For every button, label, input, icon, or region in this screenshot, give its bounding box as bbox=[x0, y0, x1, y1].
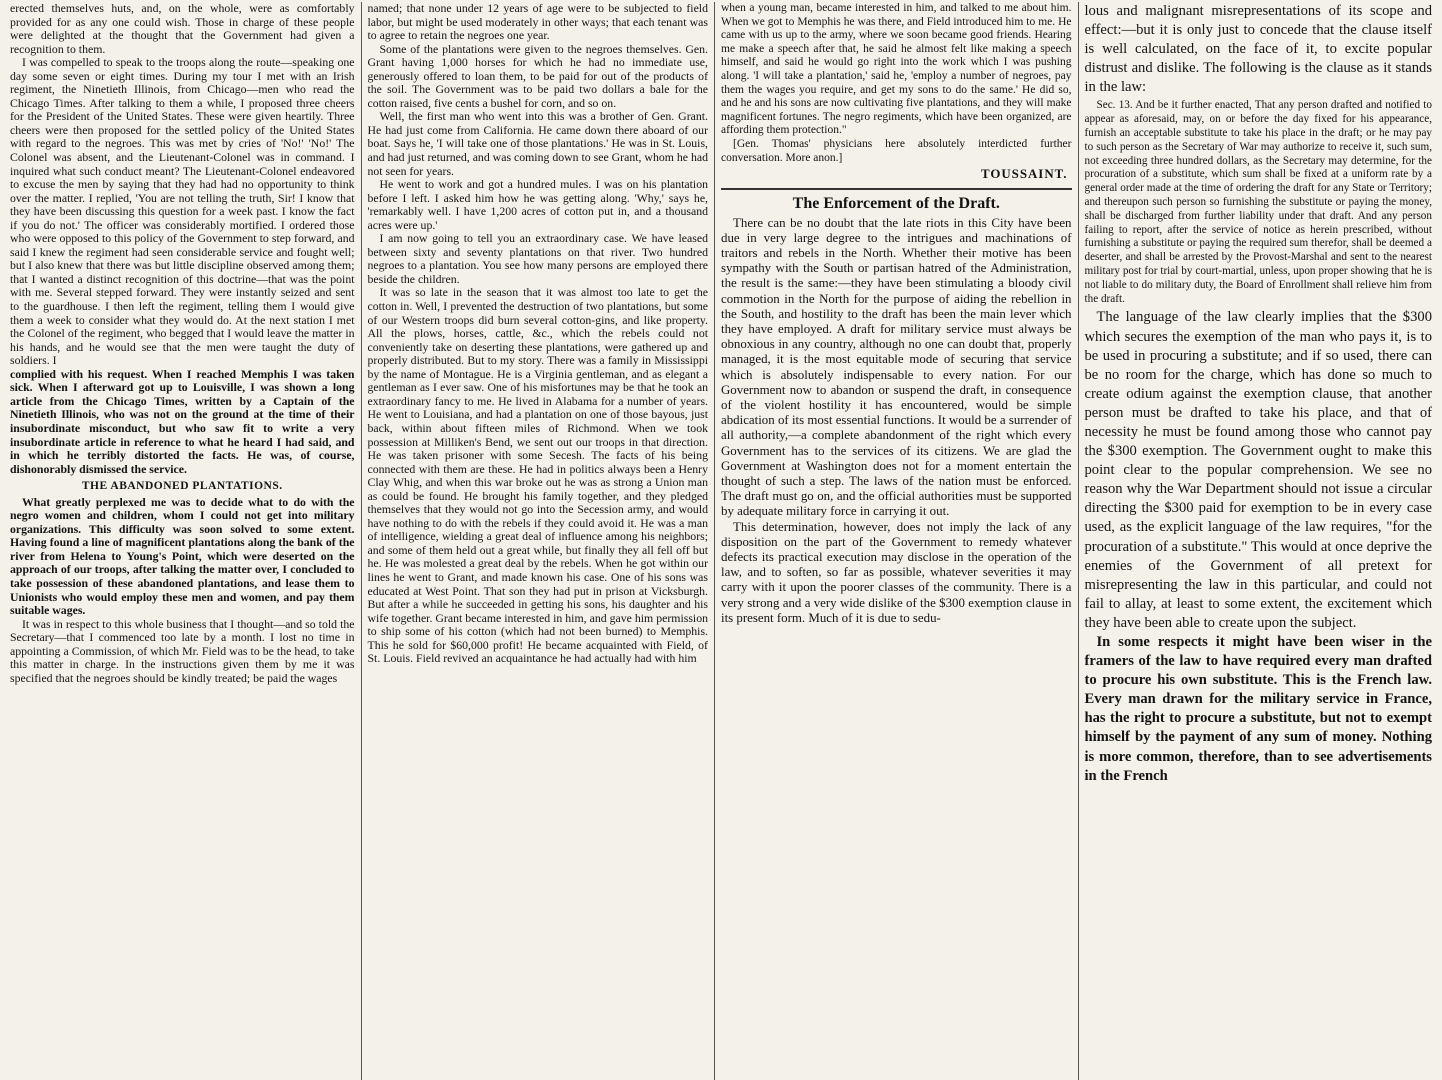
column-1 bbox=[4, 2, 362, 1080]
paragraph-bold: What greatly perplexed me was to decide what to do with the negro women and children, whom I could not get into military organizations. This difficulty was soon solved to some extent. Having found a line of magnificent plantations along the bank of the river from Helena to Young's Point, which were deserted on the approach of our troops, after talking the matter over, I concluded to take possession of these abandoned plantations, and lease them to Unionists who would employ these men and women, and pay them suitable wages. bbox=[10, 494, 355, 618]
column-2 bbox=[362, 2, 716, 1080]
paragraph: lous and malignant misrepresentations of its scope and effect:—but it is only just to concede that the clause itself is well calculated, on the face of it, to excite popular distrust and dislike. The following is the clause as it stands in the law: bbox=[1084, 3, 1432, 96]
bracket-note: [Gen. Thomas' physicians here absolutely interdicted further conversation. More anon.] bbox=[721, 137, 1072, 164]
subheading-abandoned-plantations: THE ABANDONED PLANTATIONS. bbox=[81, 480, 283, 493]
paragraph: It was in respect to this whole business that I thought—and so told the Secretary—that I commenced too late by a month. I lost no time in appointing a Commission, of which Mr. Field was to be the head, to take this matter in charge. In the instructions given them by me it was specified that the negroes should be kindly treated; be paid the wages bbox=[10, 616, 355, 685]
signature: TOUSSAINT. bbox=[980, 167, 1068, 182]
paragraph: He went to work and got a hundred mules. I was on his plantation before I left. I asked him how he was getting along. 'Why,' says he, 'remarkably well. I have 1,200 acres of cotton put in, and a thousand acres were up.' bbox=[367, 177, 708, 232]
paragraph: There can be no doubt that the late riots in this City have been due in very large degree to the intrigues and machinations of traitors and rebels in the North. Whether their motive has been sympathy with the South or partisan hatred of the Administration, the result is the same:—they have been stimulating a bloody civil commotion in the North for the purpose of aiding the rebellion in the South, and hostility to the draft has been the main lever which they have employed. A draft for military service must always be obnoxious in any country, although no one can doubt that, properly managed, it is the most equitable mode of securing that service which is absolutely indispensable to every nation. For our Government now to abandon or suspend the draft, in consequence of the violent hostility it has encountered, would be simple abdication of its most essential functions. It would be a surrender of all authority,—a complete abandonment of the right which every Government has to the services of its citizens. We are glad the Government at Washington does not for a moment entertain the thought of such a step. The laws of the nation must be enforced. The draft must go on, and the official authorities must be supported by adequate military force in carrying it out. bbox=[721, 215, 1072, 519]
column-4 bbox=[1079, 2, 1439, 1080]
paragraph: Well, the first man who went into this was a brother of Gen. Grant. He had just come from California. He came down there aboard of our boat. Says he, 'I will take one of those plantations.' He was in St. Louis, and had just returned, and was coming down to see Grant, whom he had not seen for years. bbox=[367, 109, 708, 178]
paragraph: It was so late in the season that it was almost too late to get the cotton in. Well, I prevented the destruction of two plantations, but some of our Western troops did burn several cotton-gins, and like property. All the plows, horses, cattle, &c., which the rebels could not conveniently take on deserting these plantations, were gathered up and properly distributed. But to my story. There was a family in Mississippi by the name of Montague. He is a Virginia gentleman, and as elegant a gentleman as I ever saw. One of his misfortunes may be that he took an extraordinary fancy to me. He lived in Alabama for a number of years. He went to Louisiana, and had a plantation on one of those bayous, just back, within about fifteen miles of Richmond. When we took possession at Milliken's Bend, we sent out our troops in that direction. He was taken prisoner with some Secesh. The facts of his being connected with them are these. He had in politics always been a Henry Clay Whig, and when this war broke out he was as strong a Union man as could be found. He brought his family together, and they pledged themselves that they would not go into the Secession army, and would have nothing to do with the rebels if they could avoid it. He was a man of intelligence, wielding a great deal of influence among his neighbors; and some of them held out a great while, but finally they all fell off but he. He was molested a great deal by the rebels. When he got within our lines he went to Grant, and made known his case. One of his sons was educated at West Point. That son they had put in prison at Vicksburgh. But after a while he succeeded in getting his sons, his daughter and his wife together. Grant became interested in him, and gave him permission to ship some of his cotton (which had not been burned) to Memphis. This he sold for $60,000 profit! He became acquainted with Field, of St. Louis. Field revived an acquaintance he had actually had with him bbox=[367, 285, 708, 666]
paragraph: This determination, however, does not imply the lack of any disposition on the part of the Government to remedy whatever defects its practical execution may disclose in the operation of the law, and to soften, so far as possible, whatever severities it may carry with it upon the poorer classes of the community. There is a very strong and a very wide dislike of the $300 exemption clause in its present form. Much of it is due to sedu- bbox=[721, 519, 1072, 625]
paragraph: Some of the plantations were given to the negroes themselves. Gen. Grant having 1,000 horses for which he had no immediate use, generously offered to loan them, to be paid for out of the products of the soil. The Government was to be paid two dollars a bale for the cotton raised, five cents a bushel for corn, and so on. bbox=[367, 41, 708, 110]
paragraph: erected themselves huts, and, on the whole, were as comfortably provided for as any one could wish. Those in charge of these people were delighted at the thought that the Government had given a recognition to them. bbox=[10, 2, 355, 56]
paragraph: I was compelled to speak to the troops along the route—speaking one day some seven or eight times. During my tour I met with an Irish regiment, the Ninetieth Illinois, from Chicago—men who read the Chicago Times. After talking to them a while, I proposed three cheers for the President of the United States. These were given heartily. Three cheers were then proposed for the settled policy of the United States with regard to the negroes. This was met by cries of 'No!' 'No!' The Colonel was absent, and the Lieutenant-Colonel was in command. I inquired what such conduct meant? The Lieutenant-Colonel endeavored to excuse the men by saying that they had had no opportunity to think over the matter. I replied, 'You are not telling the truth, Sir! I know that they have been discussing this question for a week past. I know the fact if you do not.' The officer was considerably mortified. I ordered those who were opposed to this policy of the Government to step forward, and said I knew the regiment had seen considerable service and fought well; but I also knew that there was but little discipline observed among them; that I wanted a distinct recognition of this doctrine—that was the point with me. Several stepped forward. They were instantly seized and sent to the guardhouse. I then left the regiment, telling them I would give them a week to consider what they would do. At the next station I met the Colonel of the regiment, who begged that I would leave the matter in his hands, and he would see that the men were taught the duty of soldiers. I bbox=[10, 55, 355, 368]
paragraph: The language of the law clearly implies that the $300 which secures the exemption of the man who pays it, is to be used in procuring a substitute; and if so used, there can be no room for the charge, which has done so much to create odium against the exemption clause, that another person must be drafted to take his place, and that of necessity he must be found among those who cannot pay the $300 exemption. The Government ought to make this point clear to the popular comprehension. We see no reason why the War Department should not issue a circular directing the $300 paid for exemption to be in every case used, as the explicit language of the law requires, "for the procuration of a substitute." This would at once deprive the enemies of the Government of all pretext for misrepresenting the law in this particular, and could not fail to allay, at least to some extent, the excitement which they have been able to create upon the subject. bbox=[1084, 309, 1432, 631]
paragraph: when a young man, became interested in him, and talked to me about him. When we got to Memphis he was there, and Field introduced him to me. He came with us up to the army, where we soon became good friends. Hearing me make a speech after that, he said he almost felt like making a speech himself, and said he would go right into the work which I was pushing along. 'I will take a plantation,' said he, 'employ a number of negroes, pay them the wages you require, and get my sons to do the same.' He did so, and he and his sons are now cultivating five plantations, and they will make magnificent fortunes. The negro regiments, which have been organized, are affording them protection." bbox=[721, 2, 1072, 137]
paragraph: I am now going to tell you an extraordinary case. We have leased between sixty and seventy plantations on that river. Two hundred negroes to a plantation. You see how many persons are employed there beside the children. bbox=[367, 231, 708, 286]
law-quote: Sec. 13. And be it further enacted, That any person drafted and notified to appear as aforesaid, may, on or before the day fixed for his appearance, furnish an acceptable substitute to take his place in the draft; or he may pay to such person as the Secretary of War may authorize to receive it, such sum, not exceeding three hundred dollars, as the Secretary may determine, for the procuration of a substitute, which sum shall be fixed at a uniform rate by a general order made at the time of ordering the draft for any State or Territory; and thereupon such person so furnishing the substitute or paying the money, shall be discharged from further liability under that draft. And any person failing to report, after the service of notice as herein prescribed, without furnishing a substitute or paying the required sum therefor, shall be deemed a deserter, and shall be arrested by the Provost-Marshal and sent to the nearest military post for trial by court-martial, unless, upon proper showing that he is not liable to do military duty, the Board of Enrollment shall relieve him from the draft. bbox=[1084, 99, 1432, 305]
column-3 bbox=[715, 2, 1079, 1080]
paragraph-bold: complied with his request. When I reached Memphis I was taken sick. When I afterward got up to Louisville, I was shown a long article from the Chicago Times, written by a Captain of the Ninetieth Illinois, who was not on the ground at the time of their insubordinate misconduct, but who saw fit to write a very insubordinate article in reference to what he heard I had said, and in which he terribly distorted the facts. He was, of course, dishonorably dismissed the service. bbox=[10, 366, 355, 476]
paragraph: named; that none under 12 years of age were to be subjected to field labor, but might be used moderately in other ways; that each tenant was to agree to retain the negroes one year. bbox=[367, 2, 708, 43]
article-headline: The Enforcement of the Draft. bbox=[721, 188, 1072, 211]
paragraph-bold: In some respects it might have been wiser in the framers of the law to have required every man drafted to procure his own substitute. This is the French law. Every man drawn for the military service in France, has the right to procure a substitute, but not to exempt himself by the payment of any sum of money. Nothing is more common, therefore, than to see advertisements in the French bbox=[1084, 634, 1432, 784]
